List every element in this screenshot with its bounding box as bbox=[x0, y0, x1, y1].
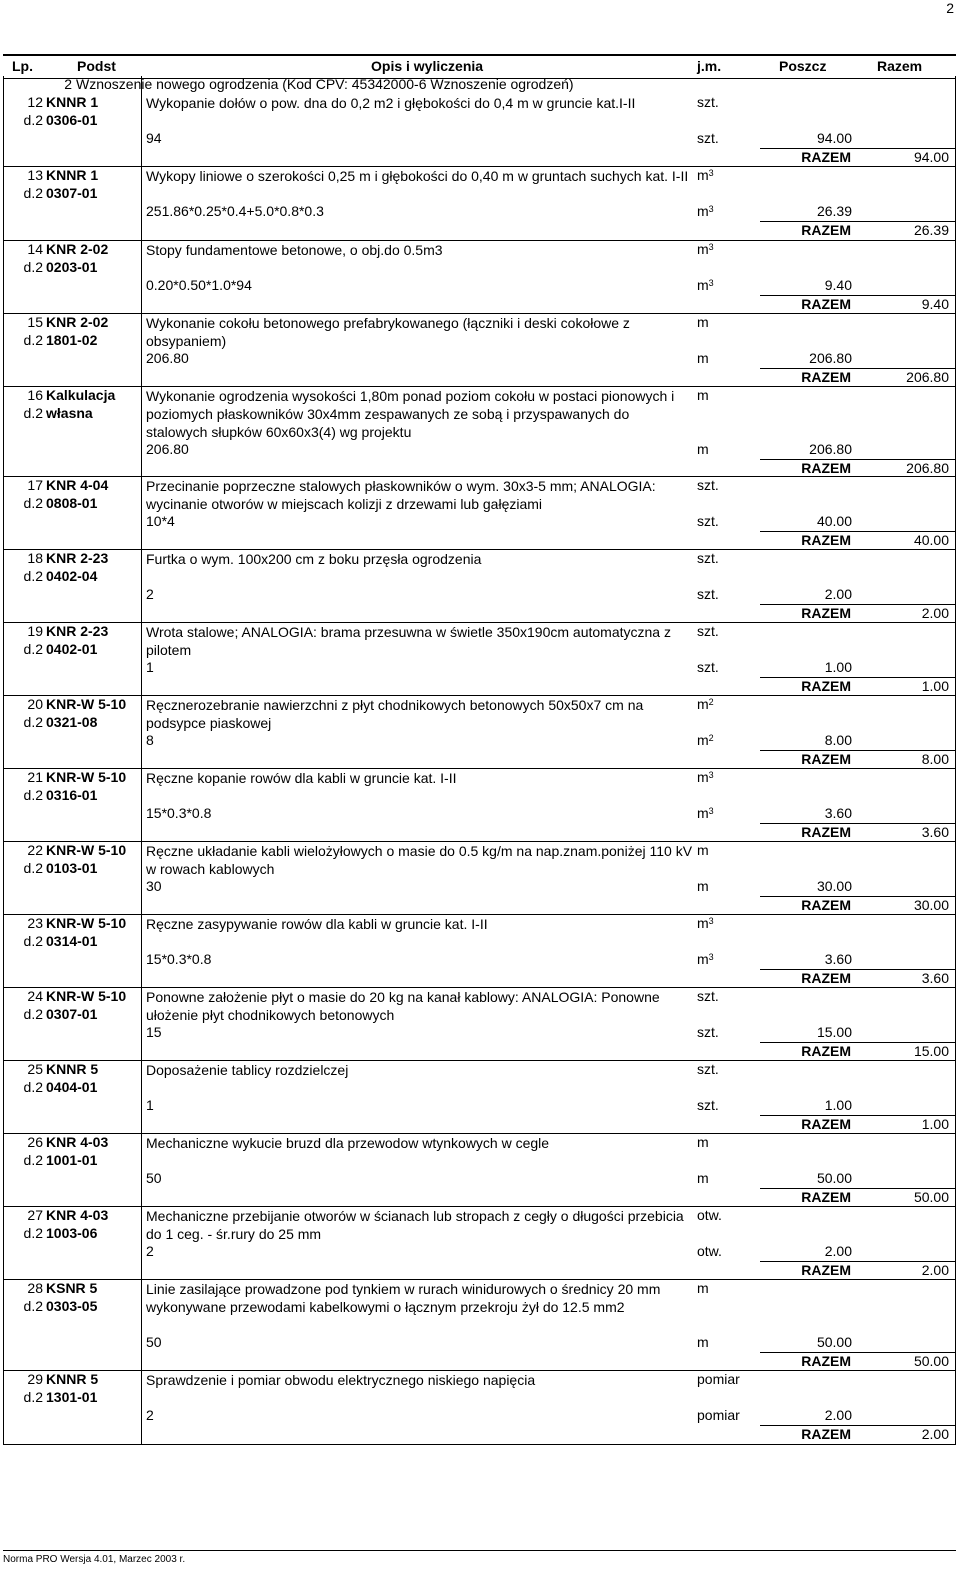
position-unit: $m^3$ bbox=[697, 769, 714, 785]
razem-value: 3.60 bbox=[921, 824, 949, 840]
position-unit: $m^3$ bbox=[697, 241, 714, 257]
position-description: Przecinanie poprzeczne stalowych płaskowników o wym. 30x3-5 mm; ANALOGIA: wycinanie otworów w miejscach kolizji z drzewami lub gałęziami bbox=[146, 478, 656, 512]
position-unit: szt. bbox=[697, 477, 719, 493]
calculation-unit: szt. bbox=[697, 586, 719, 602]
position-description: Stopy fundamentowe betonowe, o obj.do 0.5m3 bbox=[146, 242, 443, 258]
razem-value: 3.60 bbox=[921, 970, 949, 986]
calculation-value: 40.00 bbox=[816, 513, 852, 529]
calculation-unit: szt. bbox=[697, 1097, 719, 1113]
calculation-formula: 251.86*0.25*0.4+5.0*0.8*0.3 bbox=[146, 203, 324, 219]
calculation-value: 206.80 bbox=[809, 350, 852, 366]
position-number: 14 bbox=[27, 241, 43, 257]
position-code-number: 0303-05 bbox=[46, 1298, 98, 1314]
position-unit: $m^3$ bbox=[697, 915, 714, 931]
calculation-row bbox=[3, 732, 956, 750]
position-chapter: d.2 bbox=[23, 568, 43, 584]
position-number: 16 bbox=[27, 387, 43, 403]
calculation-row bbox=[3, 350, 956, 368]
position-chapter: d.2 bbox=[23, 112, 43, 128]
calculation-value: 50.00 bbox=[816, 1170, 852, 1186]
razem-label: RAZEM bbox=[801, 751, 851, 767]
position-row bbox=[3, 1280, 956, 1371]
calculation-value: 206.80 bbox=[809, 441, 852, 457]
position-row bbox=[3, 1207, 956, 1280]
position-number: 24 bbox=[27, 988, 43, 1004]
position-chapter: d.2 bbox=[23, 714, 43, 730]
position-description: Ponowne założenie płyt o masie do 20 kg na kanał kablowy: ANALOGIA: Ponowne ułożenie płyt chodnikowych betonowych bbox=[146, 989, 660, 1023]
calculation-row bbox=[3, 1243, 956, 1261]
position-code-number: 0306-01 bbox=[46, 112, 98, 128]
calculation-value: 1.00 bbox=[824, 1097, 852, 1113]
razem-row bbox=[3, 823, 956, 843]
position-chapter: d.2 bbox=[23, 1079, 43, 1095]
position-chapter: d.2 bbox=[23, 405, 43, 421]
position-row bbox=[3, 1134, 956, 1207]
position-number: 20 bbox=[27, 696, 43, 712]
position-row bbox=[3, 696, 956, 769]
calculation-value: 8.00 bbox=[824, 732, 852, 748]
position-description: Mechaniczne przebijanie otworów w ścianach lub stropach z cegły o długości przebicia do 1 ceg. - śr.rury do 25 mm bbox=[146, 1208, 684, 1242]
position-code-number: 1301-01 bbox=[46, 1389, 98, 1405]
position-code-number: 1801-02 bbox=[46, 332, 98, 348]
razem-label: RAZEM bbox=[801, 1189, 851, 1205]
position-code: KNNR 5 bbox=[46, 1371, 99, 1387]
position-row bbox=[3, 550, 956, 623]
razem-value: 2.00 bbox=[921, 1262, 949, 1278]
calculation-formula: 50 bbox=[146, 1170, 162, 1186]
position-code-number: 0103-01 bbox=[46, 860, 98, 876]
position-code: KNR 2-23 bbox=[46, 550, 109, 566]
calculation-formula: 10*4 bbox=[146, 513, 175, 529]
position-description: Wykonanie ogrodzenia wysokości 1,80m ponad poziom cokołu w postaci pionowych i poziomych płaskowników 30x4mm zespawanych ze sobą i przyspawanych do stalowych słupków 60x60x3(4) wg projektu bbox=[146, 388, 675, 440]
position-unit: m bbox=[697, 1280, 709, 1296]
position-code-number: 1003-06 bbox=[46, 1225, 98, 1241]
position-code: Kalkulacja bbox=[46, 387, 116, 403]
position-description: Ręczne kopanie rowów dla kabli w gruncie kat. I-II bbox=[146, 770, 457, 786]
section-title: Wznoszenie nowego ogrodzenia (Kod CPV: 45342000-6 Wznoszenie ogrodzeń) bbox=[76, 76, 574, 92]
position-code: KNR 2-23 bbox=[46, 623, 109, 639]
calculation-row bbox=[3, 1097, 956, 1115]
position-chapter: d.2 bbox=[23, 495, 43, 511]
position-number: 26 bbox=[27, 1134, 43, 1150]
razem-row bbox=[3, 368, 956, 388]
position-code-number: 0404-01 bbox=[46, 1079, 98, 1095]
header-podst: Podst bbox=[77, 58, 116, 74]
razem-label: RAZEM bbox=[801, 824, 851, 840]
section-number: 2 bbox=[64, 76, 72, 92]
razem-label: RAZEM bbox=[801, 970, 851, 986]
position-row bbox=[3, 167, 956, 241]
position-code-number: 0316-01 bbox=[46, 787, 98, 803]
position-code-number: 1001-01 bbox=[46, 1152, 98, 1168]
position-code-number: własna bbox=[46, 405, 93, 421]
razem-label: RAZEM bbox=[801, 460, 851, 476]
calculation-unit: $m^3$ bbox=[697, 277, 714, 293]
calculation-row bbox=[3, 513, 956, 531]
razem-label: RAZEM bbox=[801, 897, 851, 913]
header-jm: j.m. bbox=[697, 58, 722, 74]
position-chapter: d.2 bbox=[23, 933, 43, 949]
calculation-value: 2.00 bbox=[824, 1243, 852, 1259]
razem-value: 9.40 bbox=[921, 296, 949, 312]
position-code-number: 0314-01 bbox=[46, 933, 98, 949]
razem-label: RAZEM bbox=[801, 1426, 851, 1442]
position-description: Sprawdzenie i pomiar obwodu elektrycznego niskiego napięcia bbox=[146, 1372, 536, 1388]
position-row bbox=[3, 769, 956, 842]
calculation-unit: $m^3$ bbox=[697, 805, 714, 821]
calculation-row bbox=[3, 1024, 956, 1042]
calculation-unit: m bbox=[697, 350, 709, 366]
position-number: 21 bbox=[27, 769, 43, 785]
position-unit: $m^2$ bbox=[697, 696, 714, 712]
page-number: 2 bbox=[946, 0, 954, 16]
position-row bbox=[3, 1061, 956, 1134]
header-razem: Razem bbox=[877, 58, 923, 74]
calculation-row bbox=[3, 1334, 956, 1352]
position-description: Ręcznerozebranie nawierzchni z płyt chodnikowych betonowych 50x50x7 cm na podsypce piaskowej bbox=[146, 697, 644, 731]
position-code-number: 0321-08 bbox=[46, 714, 98, 730]
calculation-row bbox=[3, 659, 956, 677]
position-unit: pomiar bbox=[697, 1371, 740, 1387]
position-row bbox=[3, 94, 956, 167]
position-unit: m bbox=[697, 1134, 709, 1150]
position-code-number: 0307-01 bbox=[46, 185, 98, 201]
razem-value: 1.00 bbox=[921, 678, 949, 694]
position-description: Wykonanie cokołu betonowego prefabrykowanego (łączniki i deski cokołowe z obsypaniem) bbox=[146, 315, 630, 349]
calculation-formula: 206.80 bbox=[146, 350, 189, 366]
calculation-value: 9.40 bbox=[824, 277, 852, 293]
calculation-formula: 2 bbox=[146, 1243, 154, 1259]
position-row bbox=[3, 623, 956, 696]
position-chapter: d.2 bbox=[23, 1006, 43, 1022]
razem-label: RAZEM bbox=[801, 605, 851, 621]
razem-value: 94.00 bbox=[913, 149, 949, 165]
position-unit: otw. bbox=[697, 1207, 722, 1223]
razem-value: 8.00 bbox=[921, 751, 949, 767]
position-code-number: 0402-04 bbox=[46, 568, 98, 584]
razem-value: 2.00 bbox=[921, 605, 949, 621]
position-code: KNR 2-02 bbox=[46, 314, 109, 330]
position-code: KNNR 1 bbox=[46, 167, 99, 183]
calculation-row bbox=[3, 878, 956, 896]
calculation-formula: 30 bbox=[146, 878, 162, 894]
position-chapter: d.2 bbox=[23, 332, 43, 348]
calculation-formula: 1 bbox=[146, 659, 154, 675]
section-row bbox=[3, 76, 956, 94]
position-row bbox=[3, 988, 956, 1061]
calculation-unit: otw. bbox=[697, 1243, 722, 1259]
position-chapter: d.2 bbox=[23, 1389, 43, 1405]
razem-label: RAZEM bbox=[801, 1262, 851, 1278]
razem-label: RAZEM bbox=[801, 222, 851, 238]
calculation-value: 3.60 bbox=[824, 951, 852, 967]
razem-label: RAZEM bbox=[801, 678, 851, 694]
position-code: KNR-W 5-10 bbox=[46, 842, 127, 858]
position-code: KNNR 1 bbox=[46, 94, 99, 110]
calculation-formula: 15 bbox=[146, 1024, 162, 1040]
position-description: Doposażenie tablicy rozdzielczej bbox=[146, 1062, 349, 1078]
position-unit: szt. bbox=[697, 623, 719, 639]
calculation-unit: szt. bbox=[697, 1024, 719, 1040]
position-number: 18 bbox=[27, 550, 43, 566]
position-chapter: d.2 bbox=[23, 641, 43, 657]
position-number: 23 bbox=[27, 915, 43, 931]
razem-row bbox=[3, 750, 956, 770]
position-chapter: d.2 bbox=[23, 185, 43, 201]
position-unit: szt. bbox=[697, 1061, 719, 1077]
calculation-unit: szt. bbox=[697, 659, 719, 675]
calculation-formula: 50 bbox=[146, 1334, 162, 1350]
razem-value: 206.80 bbox=[906, 460, 949, 476]
razem-label: RAZEM bbox=[801, 1116, 851, 1132]
razem-row bbox=[3, 1188, 956, 1208]
razem-row bbox=[3, 1425, 956, 1445]
position-description: Mechaniczne wykucie bruzd dla przewodow wtynkowych w cegle bbox=[146, 1135, 550, 1151]
position-code-number: 0402-01 bbox=[46, 641, 98, 657]
razem-label: RAZEM bbox=[801, 1043, 851, 1059]
position-unit: m bbox=[697, 387, 709, 403]
position-description: Wykopy liniowe o szerokości 0,25 m i głębokości do 0,40 m w gruntach suchych kat. I-II bbox=[146, 168, 689, 184]
position-row bbox=[3, 842, 956, 915]
position-row bbox=[3, 314, 956, 387]
position-unit: $m^3$ bbox=[697, 167, 714, 183]
razem-row bbox=[3, 896, 956, 916]
calculation-value: 2.00 bbox=[824, 586, 852, 602]
position-description: Ręczne zasypywanie rowów dla kabli w gruncie kat. I-II bbox=[146, 916, 488, 932]
calculation-formula: 15*0.3*0.8 bbox=[146, 951, 212, 967]
calculation-unit: m bbox=[697, 878, 709, 894]
razem-row bbox=[3, 1261, 956, 1281]
header-opis: Opis i wyliczenia bbox=[371, 58, 484, 74]
razem-value: 1.00 bbox=[921, 1116, 949, 1132]
calculation-value: 50.00 bbox=[816, 1334, 852, 1350]
calculation-value: 15.00 bbox=[816, 1024, 852, 1040]
razem-value: 26.39 bbox=[913, 222, 949, 238]
position-code: KSNR 5 bbox=[46, 1280, 98, 1296]
razem-label: RAZEM bbox=[801, 296, 851, 312]
position-number: 27 bbox=[27, 1207, 43, 1223]
position-chapter: d.2 bbox=[23, 1298, 43, 1314]
razem-row bbox=[3, 1115, 956, 1135]
razem-row bbox=[3, 969, 956, 989]
razem-value: 50.00 bbox=[913, 1189, 949, 1205]
position-unit: szt. bbox=[697, 550, 719, 566]
razem-row bbox=[3, 148, 956, 168]
position-code: KNR-W 5-10 bbox=[46, 769, 127, 785]
razem-value: 206.80 bbox=[906, 369, 949, 385]
calculation-formula: 94 bbox=[146, 130, 162, 146]
position-chapter: d.2 bbox=[23, 1152, 43, 1168]
razem-value: 30.00 bbox=[913, 897, 949, 913]
razem-row bbox=[3, 295, 956, 315]
razem-row bbox=[3, 221, 956, 241]
header-poszcz: Poszcz bbox=[779, 58, 827, 74]
position-number: 15 bbox=[27, 314, 43, 330]
calculation-row bbox=[3, 1407, 956, 1425]
calculation-formula: 1 bbox=[146, 1097, 154, 1113]
calculation-unit: szt. bbox=[697, 130, 719, 146]
position-code: KNR-W 5-10 bbox=[46, 988, 127, 1004]
razem-value: 50.00 bbox=[913, 1353, 949, 1369]
calculation-formula: 206.80 bbox=[146, 441, 189, 457]
calculation-row bbox=[3, 586, 956, 604]
calculation-formula: 0.20*0.50*1.0*94 bbox=[146, 277, 252, 293]
calculation-row bbox=[3, 951, 956, 969]
razem-label: RAZEM bbox=[801, 1353, 851, 1369]
razem-row bbox=[3, 1352, 956, 1372]
razem-label: RAZEM bbox=[801, 532, 851, 548]
calculation-row bbox=[3, 441, 956, 459]
position-description: Wykopanie dołów o pow. dna do 0,2 m2 i głębokości do 0,4 m w gruncie kat.I-II bbox=[146, 95, 636, 111]
razem-row bbox=[3, 1042, 956, 1062]
position-code: KNR 4-03 bbox=[46, 1207, 109, 1223]
position-code-number: 0808-01 bbox=[46, 495, 98, 511]
position-row bbox=[3, 241, 956, 314]
calculation-value: 30.00 bbox=[816, 878, 852, 894]
position-number: 19 bbox=[27, 623, 43, 639]
position-number: 22 bbox=[27, 842, 43, 858]
position-row bbox=[3, 387, 956, 477]
position-code: KNR 4-03 bbox=[46, 1134, 109, 1150]
razem-label: RAZEM bbox=[801, 369, 851, 385]
razem-value: 40.00 bbox=[913, 532, 949, 548]
razem-value: 15.00 bbox=[913, 1043, 949, 1059]
position-code: KNR-W 5-10 bbox=[46, 915, 127, 931]
position-number: 25 bbox=[27, 1061, 43, 1077]
calculation-unit: $m^2$ bbox=[697, 732, 714, 748]
position-number: 17 bbox=[27, 477, 43, 493]
calculation-unit: szt. bbox=[697, 513, 719, 529]
calculation-row bbox=[3, 130, 956, 148]
razem-row bbox=[3, 677, 956, 697]
position-code-number: 0307-01 bbox=[46, 1006, 98, 1022]
position-number: 29 bbox=[27, 1371, 43, 1387]
position-chapter: d.2 bbox=[23, 860, 43, 876]
position-chapter: d.2 bbox=[23, 1225, 43, 1241]
calculation-value: 94.00 bbox=[816, 130, 852, 146]
calculation-value: 2.00 bbox=[824, 1407, 852, 1423]
position-description: Ręczne układanie kabli wielożyłowych o masie do 0.5 kg/m na nap.znam.poniżej 110 kV w rowach kablowych bbox=[146, 843, 693, 877]
calculation-value: 26.39 bbox=[816, 203, 852, 219]
calculation-formula: 15*0.3*0.8 bbox=[146, 805, 212, 821]
position-unit: m bbox=[697, 314, 709, 330]
position-chapter: d.2 bbox=[23, 787, 43, 803]
calculation-unit: $m^3$ bbox=[697, 951, 714, 967]
position-code: KNNR 5 bbox=[46, 1061, 99, 1077]
position-unit: szt. bbox=[697, 94, 719, 110]
position-unit: m bbox=[697, 842, 709, 858]
calculation-unit: $m^3$ bbox=[697, 203, 714, 219]
position-number: 12 bbox=[27, 94, 43, 110]
position-code: KNR 4-04 bbox=[46, 477, 109, 493]
position-description: Linie zasilające prowadzone pod tynkiem w rurach winidurowych o średnicy 20 mm wykonywane przewodami kabelkowymi o łącznym przekroju żył do 12.5 mm2 bbox=[146, 1281, 661, 1315]
calculation-row bbox=[3, 203, 956, 221]
calculation-formula: 2 bbox=[146, 586, 154, 602]
calculation-row bbox=[3, 277, 956, 295]
razem-row bbox=[3, 531, 956, 551]
calculation-unit: m bbox=[697, 441, 709, 457]
calculation-unit: m bbox=[697, 1170, 709, 1186]
razem-label: RAZEM bbox=[801, 149, 851, 165]
position-number: 13 bbox=[27, 167, 43, 183]
calculation-formula: 2 bbox=[146, 1407, 154, 1423]
position-unit: szt. bbox=[697, 988, 719, 1004]
calculation-value: 1.00 bbox=[824, 659, 852, 675]
razem-row bbox=[3, 604, 956, 624]
calculation-unit: m bbox=[697, 1334, 709, 1350]
calculation-formula: 8 bbox=[146, 732, 154, 748]
position-number: 28 bbox=[27, 1280, 43, 1296]
calculation-unit: pomiar bbox=[697, 1407, 740, 1423]
position-row bbox=[3, 915, 956, 988]
position-description: Wrota stalowe; ANALOGIA: brama przesuwna w świetle 350x190cm automatyczna z pilotem bbox=[146, 624, 671, 658]
position-chapter: d.2 bbox=[23, 259, 43, 275]
header-lp: Lp. bbox=[12, 58, 33, 74]
position-description: Furtka o wym. 100x200 cm z boku przęsła ogrodzenia bbox=[146, 551, 482, 567]
position-row bbox=[3, 1371, 956, 1445]
position-code-number: 0203-01 bbox=[46, 259, 98, 275]
razem-value: 2.00 bbox=[921, 1426, 949, 1442]
calculation-row bbox=[3, 805, 956, 823]
calculation-value: 3.60 bbox=[824, 805, 852, 821]
footer: Norma PRO Wersja 4.01, Marzec 2003 r. bbox=[3, 1550, 956, 1565]
position-row bbox=[3, 477, 956, 550]
position-code: KNR 2-02 bbox=[46, 241, 109, 257]
calculation-row bbox=[3, 1170, 956, 1188]
position-code: KNR-W 5-10 bbox=[46, 696, 127, 712]
